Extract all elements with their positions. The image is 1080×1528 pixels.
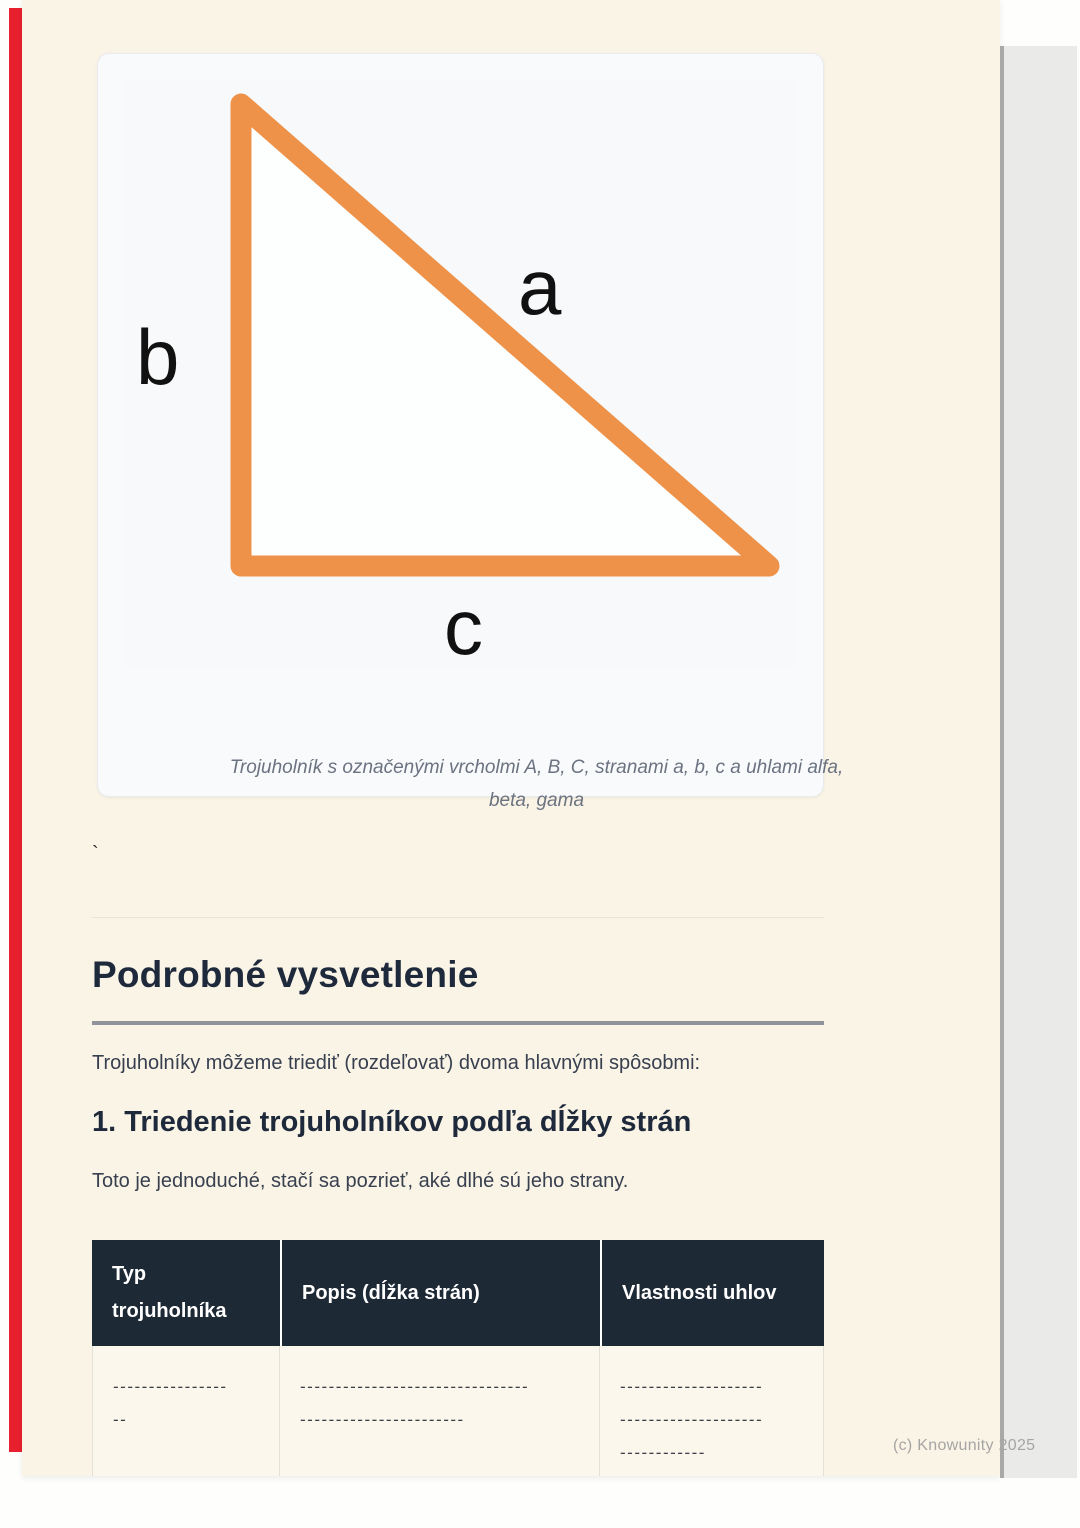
table-header-row	[92, 1240, 824, 1346]
table-cell-popis	[280, 1346, 600, 1476]
triangle-drawing	[122, 80, 798, 669]
placeholder-dashes: --------------------	[620, 1410, 764, 1429]
subsection-heading: 1. Triedenie trojuholníkov podľa dĺžky strán	[92, 1106, 692, 1138]
placeholder-dashes: --------------------	[620, 1377, 764, 1396]
placeholder-dashes: ----------------	[113, 1377, 228, 1396]
section-intro-paragraph: Trojuholníky môžeme triediť (rozdeľovať) dvoma hlavnými spôsobmi:	[92, 1052, 701, 1074]
placeholder-dashes: ------------	[620, 1443, 706, 1462]
triangle-side-b-label: b	[136, 313, 180, 401]
table-header-popis: Popis (dĺžka strán)	[280, 1240, 600, 1346]
left-accent-bar	[9, 8, 22, 1452]
classification-table	[92, 1240, 824, 1476]
document-page	[22, 0, 1000, 1476]
watermark-copyright: (c) Knowunity 2025	[893, 1437, 1036, 1454]
table-cell-vlastnosti	[600, 1346, 824, 1476]
stray-backtick-text: `	[92, 843, 99, 865]
scrollbar-track[interactable]	[1004, 46, 1077, 1478]
section-heading: Podrobné vysvetlenie	[92, 954, 479, 995]
section-divider	[92, 917, 824, 918]
triangle-figure	[122, 80, 798, 669]
triangle-side-c-label: c	[444, 583, 483, 669]
subsection-intro-paragraph: Toto je jednoduché, stačí sa pozrieť, aké dlhé sú jeho strany.	[92, 1170, 629, 1192]
table-header-typ: Typ trojuholníka	[92, 1240, 280, 1346]
table-header-vlastnosti: Vlastnosti uhlov	[600, 1240, 824, 1346]
figure-caption-line1: Trojuholník s označenými vrcholmi A, B, C, stranami a, b, c a uhlami alfa,	[229, 757, 844, 778]
table-row	[92, 1346, 824, 1476]
triangle-side-a-label: a	[518, 243, 562, 331]
figure-caption	[213, 751, 860, 817]
placeholder-dashes: --------------------------------	[300, 1377, 530, 1396]
figure-caption-line2: beta, gama	[488, 790, 585, 811]
section-heading-rule	[92, 1021, 824, 1025]
table-cell-typ	[92, 1346, 280, 1476]
placeholder-dashes: --	[113, 1410, 128, 1429]
figure-card	[97, 53, 844, 811]
placeholder-dashes: -----------------------	[300, 1410, 465, 1429]
